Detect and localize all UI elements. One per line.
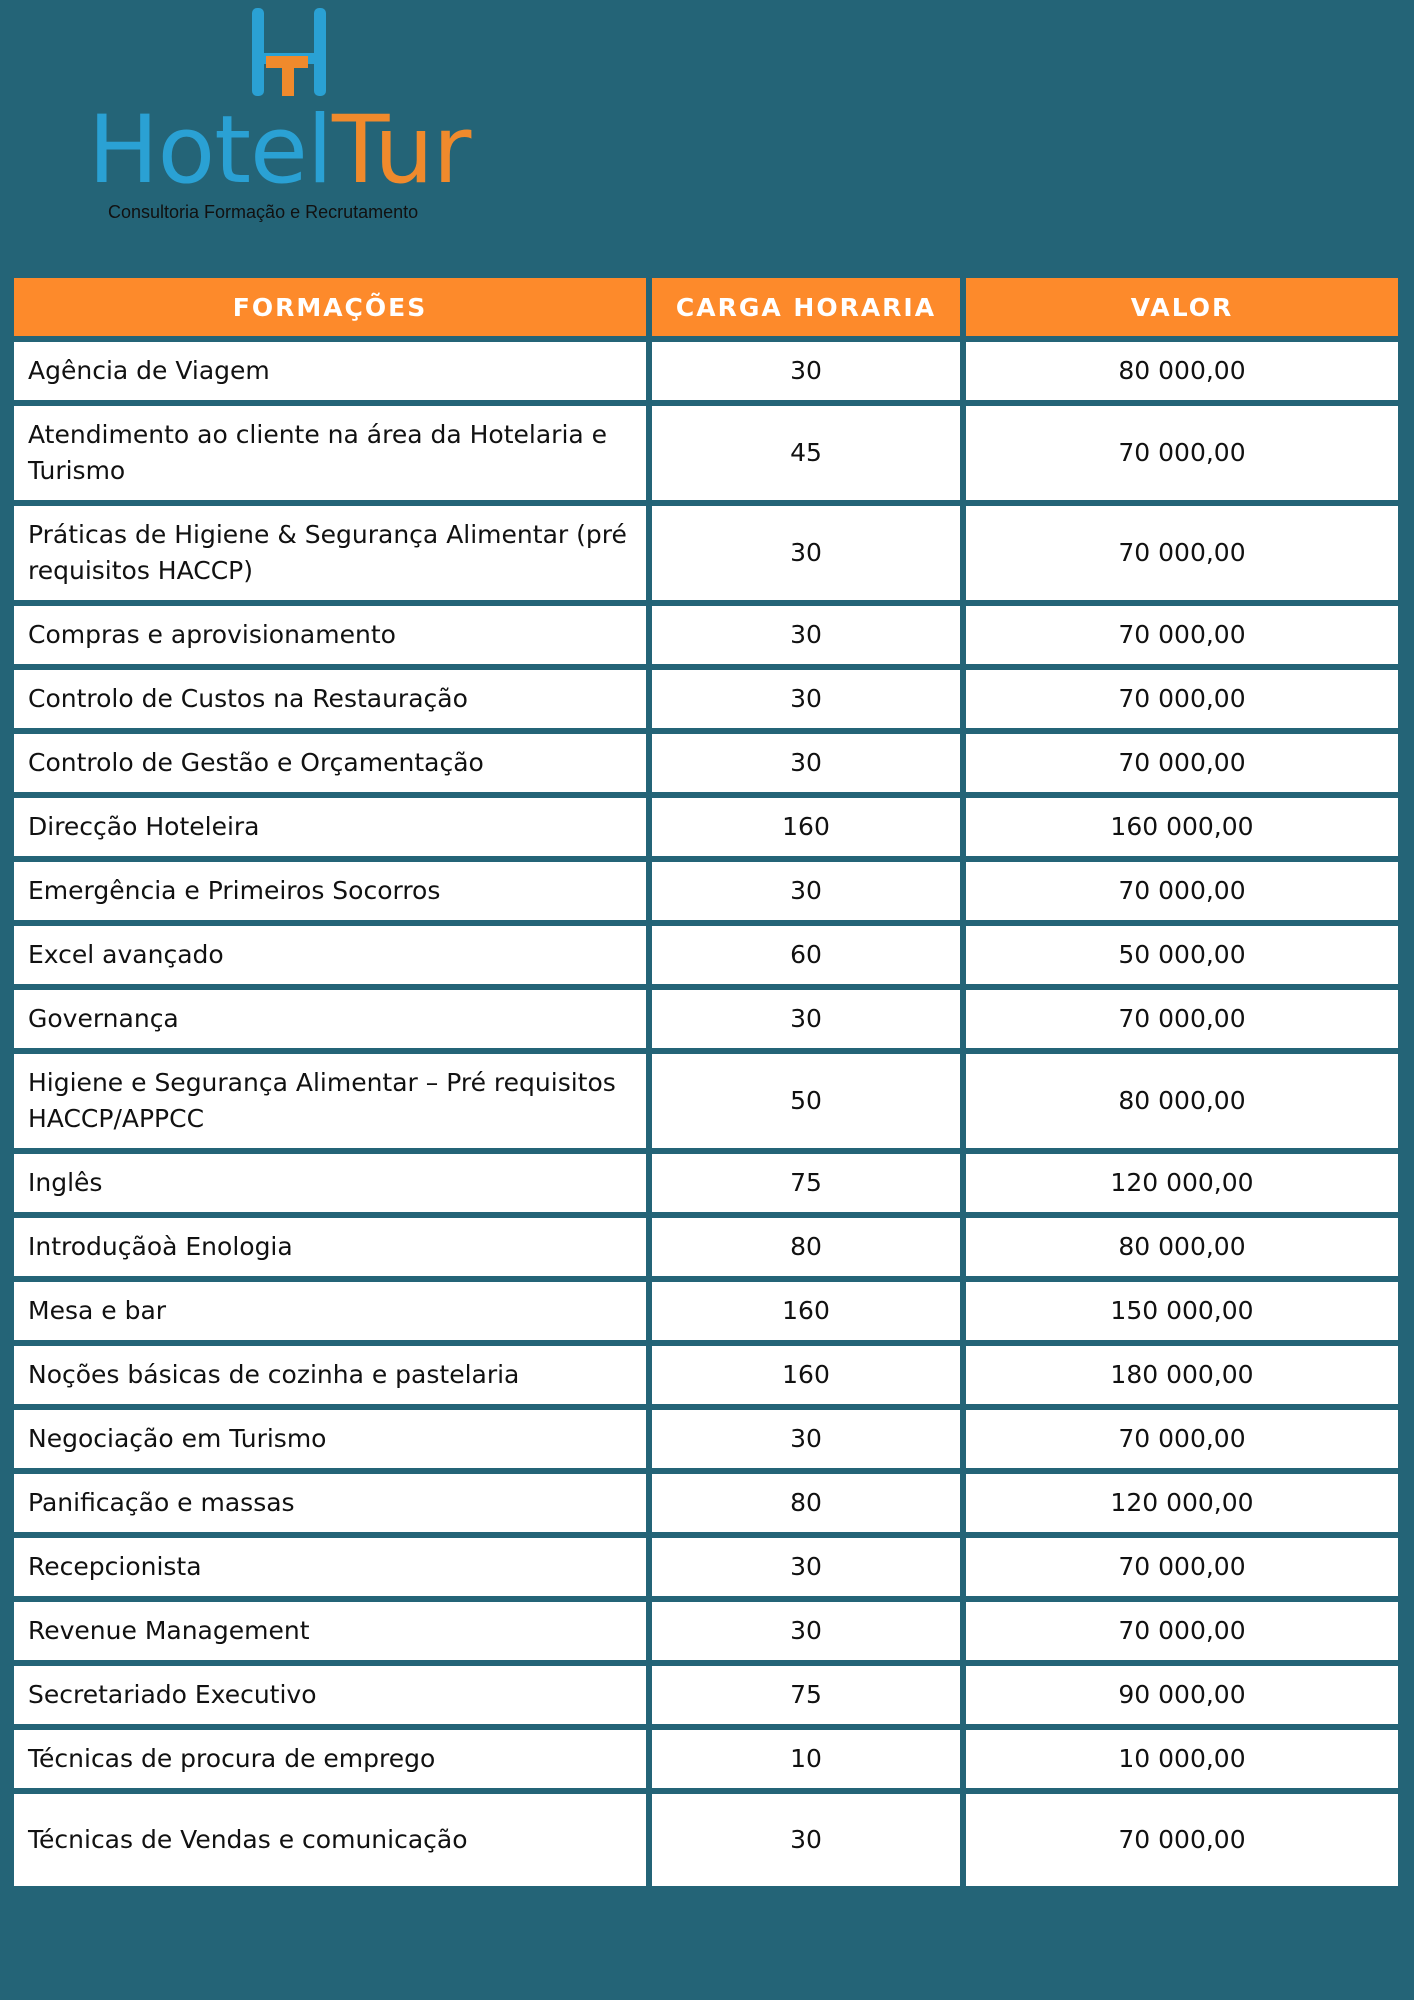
course-name: Governança [14, 990, 646, 1048]
course-name: Técnicas de Vendas e comunicação [14, 1794, 646, 1886]
course-name: Negociação em Turismo [14, 1410, 646, 1468]
course-value: 70 000,00 [966, 734, 1398, 792]
course-hours: 160 [652, 1282, 960, 1340]
course-name: Emergência e Primeiros Socorros [14, 862, 646, 920]
course-value: 120 000,00 [966, 1474, 1398, 1532]
course-name: Direcção Hoteleira [14, 798, 646, 856]
course-name: Inglês [14, 1154, 646, 1212]
course-hours: 30 [652, 1410, 960, 1468]
course-hours: 80 [652, 1474, 960, 1532]
brand-wordmark [88, 96, 471, 205]
table-row [14, 1666, 1398, 1724]
course-value: 80 000,00 [966, 1054, 1398, 1148]
course-value: 10 000,00 [966, 1730, 1398, 1788]
table-row [14, 926, 1398, 984]
course-value: 80 000,00 [966, 342, 1398, 400]
course-hours: 30 [652, 506, 960, 600]
course-hours: 30 [652, 1602, 960, 1660]
course-value: 70 000,00 [966, 1602, 1398, 1660]
table-row [14, 1794, 1398, 1886]
course-hours: 30 [652, 1794, 960, 1886]
table-row [14, 1218, 1398, 1276]
course-hours: 160 [652, 1346, 960, 1404]
course-name: Introduçãoà Enologia [14, 1218, 646, 1276]
course-name: Técnicas de procura de emprego [14, 1730, 646, 1788]
table-row [14, 1346, 1398, 1404]
course-name: Controlo de Custos na Restauração [14, 670, 646, 728]
table-row [14, 990, 1398, 1048]
course-hours: 30 [652, 670, 960, 728]
course-value: 70 000,00 [966, 862, 1398, 920]
table-row [14, 1410, 1398, 1468]
header-workload: CARGA HORARIA [652, 278, 960, 336]
courses-price-table [8, 272, 1404, 1892]
course-value: 80 000,00 [966, 1218, 1398, 1276]
header-value: VALOR [966, 278, 1398, 336]
course-value: 70 000,00 [966, 990, 1398, 1048]
table-row [14, 1730, 1398, 1788]
table-row [14, 1602, 1398, 1660]
ht-monogram-icon [252, 6, 326, 98]
course-hours: 75 [652, 1154, 960, 1212]
course-hours: 30 [652, 342, 960, 400]
course-value: 70 000,00 [966, 406, 1398, 500]
course-value: 160 000,00 [966, 798, 1398, 856]
course-hours: 30 [652, 990, 960, 1048]
course-value: 180 000,00 [966, 1346, 1398, 1404]
table-row [14, 798, 1398, 856]
table-row [14, 1054, 1398, 1148]
course-value: 120 000,00 [966, 1154, 1398, 1212]
course-name: Compras e aprovisionamento [14, 606, 646, 664]
course-hours: 50 [652, 1054, 960, 1148]
table-row [14, 506, 1398, 600]
table-header-row [14, 278, 1398, 336]
course-name: Panificação e massas [14, 1474, 646, 1532]
header-courses: FORMAÇÕES [14, 278, 646, 336]
course-hours: 30 [652, 734, 960, 792]
table-row [14, 1474, 1398, 1532]
course-hours: 75 [652, 1666, 960, 1724]
table-row [14, 862, 1398, 920]
course-value: 50 000,00 [966, 926, 1398, 984]
course-name: Noções básicas de cozinha e pastelaria [14, 1346, 646, 1404]
course-hours: 160 [652, 798, 960, 856]
table-row [14, 1154, 1398, 1212]
course-name: Práticas de Higiene & Segurança Alimentar (pré requisitos HACCP) [14, 506, 646, 600]
course-hours: 30 [652, 1538, 960, 1596]
course-hours: 45 [652, 406, 960, 500]
course-name: Revenue Management [14, 1602, 646, 1660]
brand-name-hotel: Hotel [88, 96, 332, 205]
course-value: 90 000,00 [966, 1666, 1398, 1724]
course-name: Higiene e Segurança Alimentar – Pré requisitos HACCP/APPCC [14, 1054, 646, 1148]
table-row [14, 734, 1398, 792]
course-value: 70 000,00 [966, 1538, 1398, 1596]
table-row [14, 1538, 1398, 1596]
course-hours: 30 [652, 862, 960, 920]
table-row [14, 670, 1398, 728]
course-value: 70 000,00 [966, 670, 1398, 728]
course-name: Controlo de Gestão e Orçamentação [14, 734, 646, 792]
table-row [14, 606, 1398, 664]
course-name: Excel avançado [14, 926, 646, 984]
table-row [14, 1282, 1398, 1340]
course-name: Recepcionista [14, 1538, 646, 1596]
course-hours: 10 [652, 1730, 960, 1788]
course-value: 70 000,00 [966, 1410, 1398, 1468]
hoteltur-logo [88, 6, 508, 222]
course-value: 70 000,00 [966, 606, 1398, 664]
course-hours: 60 [652, 926, 960, 984]
brand-tagline: Consultoria Formação e Recrutamento [108, 202, 419, 222]
course-name: Mesa e bar [14, 1282, 646, 1340]
brand-name-tur: Tur [332, 96, 471, 205]
course-name: Atendimento ao cliente na área da Hotelaria e Turismo [14, 406, 646, 500]
table-row [14, 406, 1398, 500]
course-value: 150 000,00 [966, 1282, 1398, 1340]
course-hours: 30 [652, 606, 960, 664]
course-name: Secretariado Executivo [14, 1666, 646, 1724]
course-hours: 80 [652, 1218, 960, 1276]
course-name: Agência de Viagem [14, 342, 646, 400]
table-row [14, 342, 1398, 400]
course-value: 70 000,00 [966, 1794, 1398, 1886]
course-value: 70 000,00 [966, 506, 1398, 600]
